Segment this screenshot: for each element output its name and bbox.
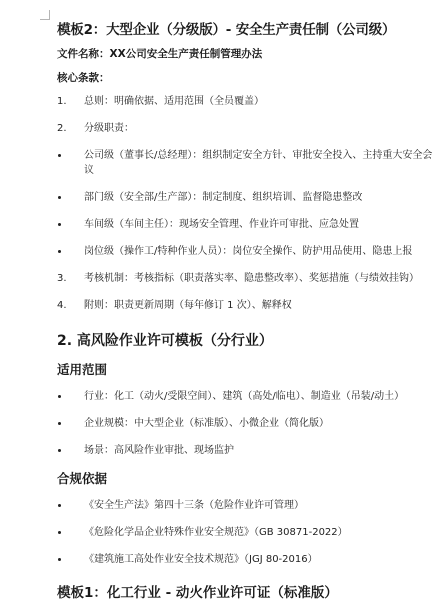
compliance-item bbox=[57, 525, 435, 540]
list-number: 4. bbox=[57, 300, 67, 311]
compliance-item bbox=[57, 498, 435, 513]
list-text: 《建筑施工高处作业安全技术规范》（JGJ 80-2016） bbox=[84, 554, 318, 565]
core-item bbox=[57, 271, 435, 286]
core-item bbox=[57, 121, 435, 136]
list-text: 《安全生产法》第四十三条（危险作业许可管理） bbox=[84, 500, 304, 511]
scope-list bbox=[57, 389, 435, 458]
list-text: 行业：化工（动火/受限空间）、建筑（高处/临电）、制造业（吊装/动土） bbox=[84, 391, 405, 402]
compliance-list bbox=[57, 498, 435, 567]
core-item bbox=[57, 217, 435, 232]
list-text: 附则：职责更新周期（每年修订 1 次）、解释权 bbox=[84, 300, 292, 311]
compliance-item bbox=[57, 552, 435, 567]
document-page bbox=[57, 20, 435, 603]
bullet-icon bbox=[58, 504, 61, 507]
section-2-heading: 2. 高风险作业许可模板（分行业） bbox=[57, 333, 273, 349]
scope-item bbox=[57, 416, 435, 431]
list-number: 1. bbox=[57, 96, 67, 107]
page-corner-mark bbox=[40, 10, 50, 20]
core-clauses-list bbox=[57, 94, 435, 313]
bullet-icon bbox=[58, 250, 61, 253]
list-text: 岗位级（操作工/特种作业人员）：岗位安全操作、防护用品使用、隐患上报 bbox=[84, 246, 413, 257]
bullet-icon bbox=[58, 395, 61, 398]
list-text: 总则：明确依据、适用范围（全员覆盖） bbox=[84, 96, 264, 107]
core-item bbox=[57, 298, 435, 313]
list-text: 场景：高风险作业审批、现场监护 bbox=[84, 445, 234, 456]
core-item bbox=[57, 94, 435, 109]
core-item bbox=[57, 244, 435, 259]
list-text: 公司级（董事长/总经理）：组织制定安全方针、审批安全投入、主持重大安全会议 bbox=[84, 150, 433, 176]
core-item bbox=[57, 148, 435, 178]
template1-heading: 模板1：化工行业 - 动火作业许可证（标准版） bbox=[57, 585, 338, 601]
list-text: 考核机制：考核指标（职责落实率、隐患整改率）、奖惩措施（与绩效挂钩） bbox=[84, 273, 419, 284]
bullet-icon bbox=[58, 449, 61, 452]
template2-heading: 模板2：大型企业（分级版）- 安全生产责任制（公司级） bbox=[57, 22, 396, 38]
bullet-icon bbox=[58, 531, 61, 534]
core-item bbox=[57, 190, 435, 205]
core-clauses-label: 核心条款： bbox=[57, 72, 110, 84]
list-text: 企业规模：中大型企业（标准版）、小微企业（简化版） bbox=[84, 418, 329, 429]
list-text: 部门级（安全部/生产部）：制定制度、组织培训、监督隐患整改 bbox=[84, 192, 363, 203]
list-number: 2. bbox=[57, 123, 67, 134]
scope-item bbox=[57, 443, 435, 458]
list-number: 3. bbox=[57, 273, 67, 284]
list-text: 分级职责： bbox=[84, 123, 134, 134]
bullet-icon bbox=[58, 223, 61, 226]
bullet-icon bbox=[58, 154, 61, 157]
list-text: 《危险化学品企业特殊作业安全规范》（GB 30871-2022） bbox=[84, 527, 348, 538]
bullet-icon bbox=[58, 422, 61, 425]
compliance-heading: 合规依据 bbox=[57, 471, 108, 486]
file-name-line: 文件名称：XX公司安全生产责任制管理办法 bbox=[57, 48, 263, 60]
bullet-icon bbox=[58, 196, 61, 199]
bullet-icon bbox=[58, 558, 61, 561]
list-text: 车间级（车间主任）：现场安全管理、作业许可审批、应急处置 bbox=[84, 219, 359, 230]
scope-heading: 适用范围 bbox=[57, 362, 108, 377]
scope-item bbox=[57, 389, 435, 404]
